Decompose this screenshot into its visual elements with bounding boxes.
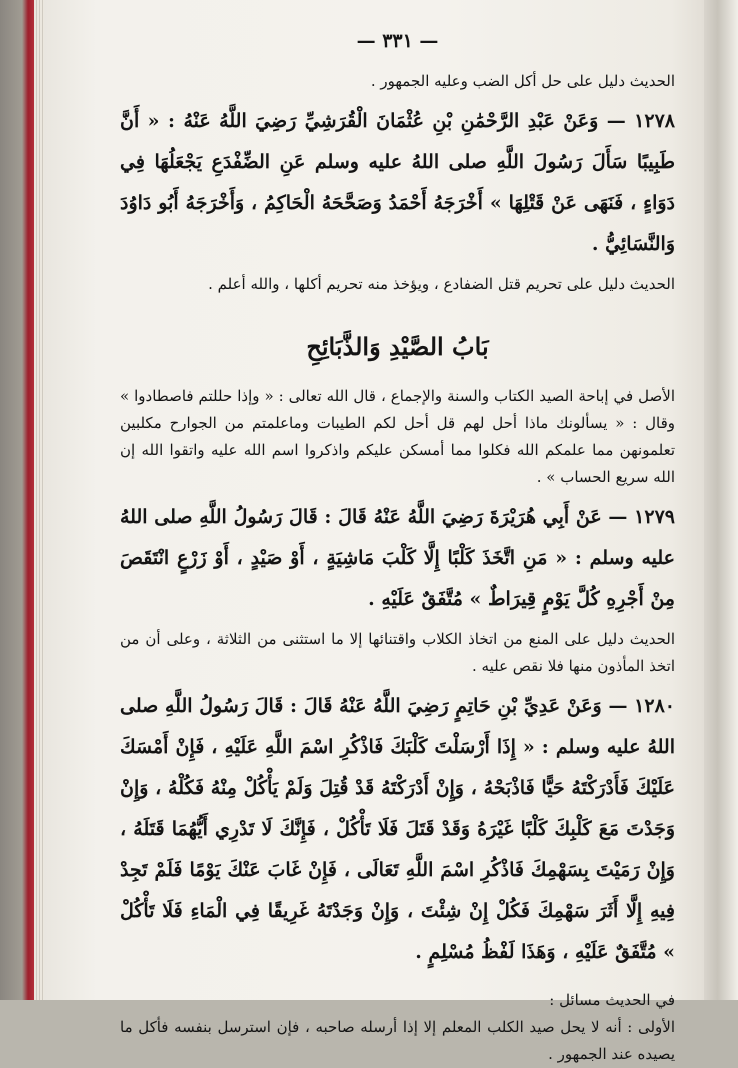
hadith-text: — عَنْ أَبِي هُرَيْرَةَ رَضِيَ اللَّهُ عَنْهُ قَالَ : قَالَ رَسُولُ اللَّهِ صلى اللهُ عليه وسلم : « مَنِ اتَّخَذَ كَلْبًا إِلَّا كَلْبَ مَاشِيَةٍ ، أَوْ صَيْدٍ ، أَوْ زَرْعٍ انْتَقَصَ مِنْ أَجْرِهِ كُلَّ يَوْمٍ قِيرَاطٌ » مُتَّفَقٌ عَلَيْهِ . [120,506,675,610]
hadith-1278 [120,101,675,265]
hadith-number: ١٢٧٩ [634,506,675,528]
commentary-paragraph: الحديث دليل على تحريم قتل الضفادع ، ويؤخذ منه تحريم أكلها ، والله أعلم . [208,275,675,293]
commentary-paragraph: الحديث دليل على حل أكل الضب وعليه الجمهور . [370,72,675,90]
hadith-number: ١٢٧٨ [634,110,675,132]
facing-page-edge [704,0,738,1000]
hadith-1280 [120,686,675,973]
commentary-paragraph: الأصل في إباحة الصيد الكتاب والسنة والإجماع ، قال الله تعالى : « وإذا حللتم فاصطادوا » وقال : « يسألونك ماذا أحل لهم قل أحل لكم الطيبات وماعلمتم من الجوارح مكلبين تعلمونهن مما علمكم الله فكلوا مما أمسكن عليكم واذكروا اسم الله عليه واتقوا الله إن الله سريع الحساب » . [120,387,675,486]
hadith-text: — وَعَنْ عَدِيِّ بْنِ حَاتِمٍ رَضِيَ اللَّهُ عَنْهُ قَالَ : قَالَ رَسُولُ اللَّهِ صلى اللهُ عليه وسلم : « إِذَا أَرْسَلْتَ كَلْبَكَ فَاذْكُرِ اسْمَ اللَّهِ عَلَيْهِ ، فَإِنْ أَمْسَكَ عَلَيْكَ فَأَدْرَكْتَهُ حَيًّا فَاذْبَحْهُ ، وَإِنْ أَدْرَكْتَهُ قَدْ قُتِلَ وَلَمْ يَأْكُلْ مِنْهُ فَكُلْهُ ، وَإِنْ وَجَدْتَ مَعَ كَلْبِكَ كَلْبًا غَيْرَهُ وَقَدْ قَتَلَ فَلَا تَأْكُلْ ، فَإِنَّكَ لَا تَدْرِي أَيُّهُمَا قَتَلَهُ ، وَإِنْ رَمَيْتَ بِسَهْمِكَ فَاذْكُرِ اسْمَ اللَّهِ تَعَالَى ، فَإِنْ غَابَ عَنْكَ يَوْمًا فَلَمْ تَجِدْ فِيهِ إِلَّا أَثَرَ سَهْمِكَ فَكُلْ إِنْ شِئْتَ ، وَإِنْ وَجَدْتَهُ غَرِيقًا فِي الْمَاءِ فَلَا تَأْكُلْ » مُتَّفَقٌ عَلَيْهِ ، وَهَذَا لَفْظُ مُسْلِمٍ . [120,695,675,963]
page-text [120,30,675,1068]
hadith-text: — وَعَنْ عَبْدِ الرَّحْمَٰنِ بْنِ عُثْمَانَ الْقُرَشِيِّ رَضِيَ اللَّهُ عَنْهُ : « أَنَّ طَبِيبًا سَأَلَ رَسُولَ اللَّهِ صلى اللهُ عليه وسلم عَنِ الضِّفْدَعِ يَجْعَلُهَا فِي دَوَاءٍ ، فَنَهَى عَنْ قَتْلِهَا » أَخْرَجَهُ أَحْمَدُ وَصَحَّحَهُ الْحَاكِمُ ، وَأَخْرَجَهُ أَبُو دَاوُدَ وَالنَّسَائِيُّ . [120,110,675,255]
hadith-number: ١٢٨٠ [634,695,675,717]
commentary-paragraph: الحديث دليل على المنع من اتخاذ الكلاب واقتنائها إلا ما استثنى من الثلاثة ، وعلى أن من اتخذ المأذون منها فلا نقص عليه . [120,630,675,675]
hadith-1279 [120,497,675,620]
section-heading: بَابُ الصَّيْدِ وَالذَّبَائِحِ [306,332,489,361]
page-number: — ٣٣١ — [356,30,439,52]
commentary-paragraph: الأولى : أنه لا يحل صيد الكلب المعلم إلا إذا أرسله صاحبه ، فإن استرسل بنفسه فأكل ما يصيده عند الجمهور . [120,1018,675,1063]
commentary-paragraph: في الحديث مسائل : [549,991,675,1009]
